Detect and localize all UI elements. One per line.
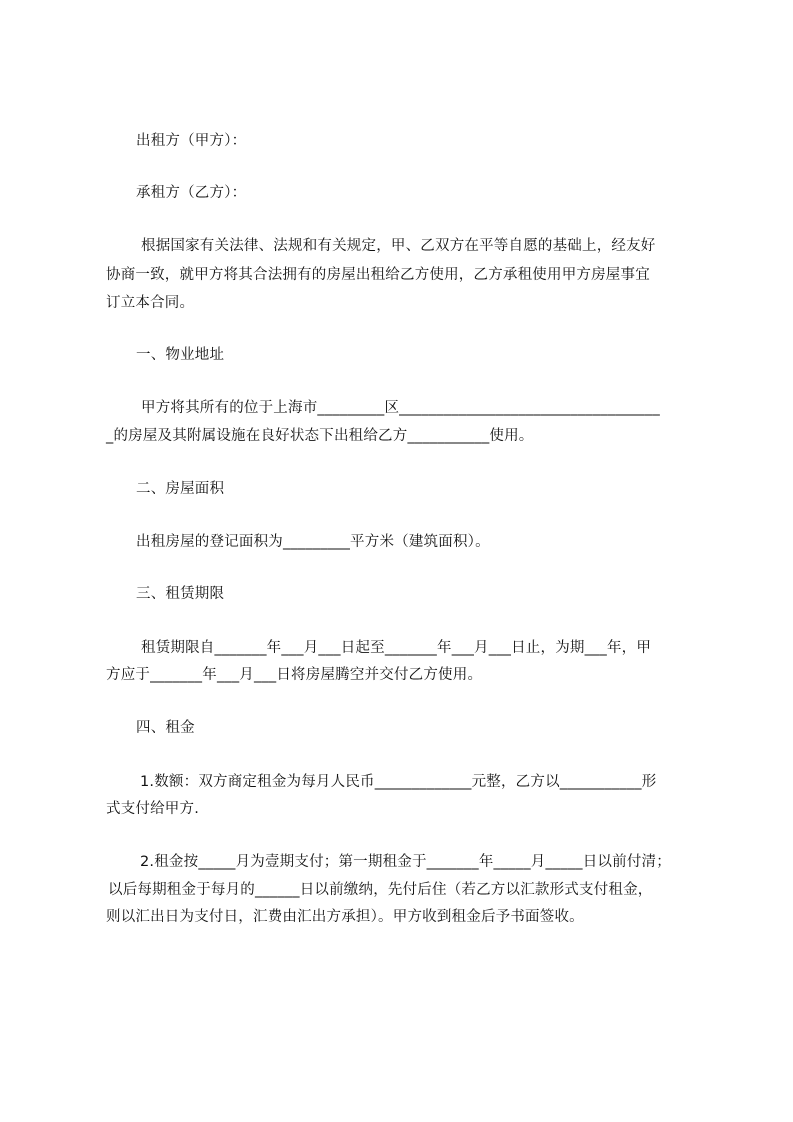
address-line-2: _的房屋及其附属设施在良好状态下出租给乙方___________使用。 bbox=[106, 428, 534, 444]
rent-item1-line-1: 1.数额：双方商定租金为每月人民币_____________元整，乙方以___________形 bbox=[140, 774, 657, 790]
preamble-line-3: 订立本合同。 bbox=[106, 295, 195, 311]
rent-item2-line-2: 以后每期租金于每月的______日以前缴纳，先付后住（若乙方以汇款形式支付租金， bbox=[108, 882, 653, 898]
area-line-1: 出租房屋的登记面积为_________平方米（建筑面积）。 bbox=[136, 534, 490, 550]
section-heading-rent: 四、租金 bbox=[136, 720, 195, 736]
section-heading-address: 一、物业地址 bbox=[136, 347, 225, 363]
rent-item1-line-2: 式支付给甲方. bbox=[106, 801, 200, 817]
rent-item2-line-1: 2.租金按_____月为壹期支付；第一期租金于_______年_____月_____日以前付清； bbox=[140, 854, 671, 870]
term-line-1: 租赁期限自_______年___月___日起至_______年___月___日止，为期___年，甲 bbox=[141, 640, 652, 656]
preamble-line-2: 协商一致，就甲方将其合法拥有的房屋出租给乙方使用，乙方承租使用甲方房屋事宜 bbox=[106, 267, 650, 283]
preamble-line-1: 根据国家有关法律、法规和有关规定，甲、乙双方在平等自愿的基础上，经友好 bbox=[141, 238, 656, 254]
lessee-label: 承租方（乙方）： bbox=[136, 185, 247, 201]
address-line-1: 甲方将其所有的位于上海市_________区___________________________________ bbox=[141, 400, 660, 416]
section-heading-term: 三、租赁期限 bbox=[136, 586, 225, 602]
term-line-2: 方应于_______年___月___日将房屋腾空并交付乙方使用。 bbox=[106, 667, 483, 683]
lessor-label: 出租方（甲方）： bbox=[136, 133, 247, 149]
section-heading-area: 二、房屋面积 bbox=[136, 481, 225, 497]
rent-item2-line-3: 则以汇出日为支付日，汇费由汇出方承担）。甲方收到租金后予书面签收。 bbox=[106, 909, 584, 925]
